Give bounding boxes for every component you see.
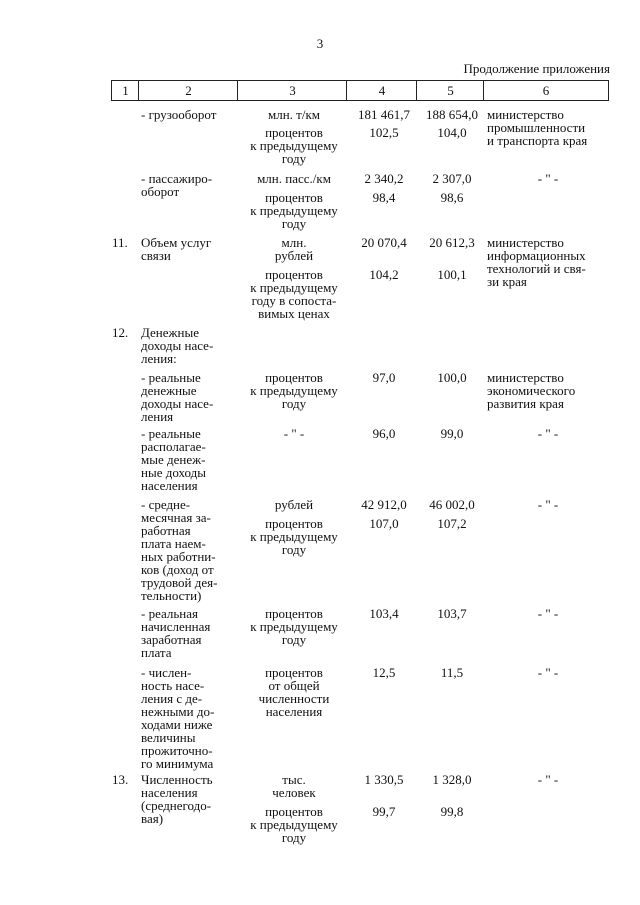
header-col-3: 3 — [237, 80, 347, 101]
row-col4-freight-1: 181 461,7 — [358, 107, 410, 122]
row-unit-population-1: тыс. человек — [272, 772, 316, 800]
row-name-income: Денежные доходы насе- ления: — [141, 325, 214, 366]
header-col-4: 4 — [346, 80, 417, 101]
row-unit-comm-2: процентов к предыдущему году в сопоста- вимых ценах — [250, 267, 338, 321]
row-col4-population-2: 99,7 — [372, 804, 396, 819]
row-resp-freight: министерство промышленности и транспорта края — [487, 107, 588, 148]
row-col4-population-1: 1 330,5 — [364, 772, 404, 787]
row-col4-poverty-1: 12,5 — [372, 665, 396, 680]
row-col4-real-wage-1: 103,4 — [369, 606, 399, 621]
row-col4-freight-2: 102,5 — [369, 125, 399, 140]
row-col5-disposable-1: 99,0 — [440, 426, 464, 441]
table-header — [111, 80, 609, 101]
row-unit-wage-1: рублей — [274, 497, 314, 512]
row-unit-freight-2: процентов к предыдущему году — [250, 125, 338, 166]
row-col4-wage-2: 107,0 — [369, 516, 399, 531]
row-num-population: 13. — [112, 772, 129, 787]
continuation-label: Продолжение приложения — [463, 61, 610, 76]
row-col4-passenger-1: 2 340,2 — [364, 171, 404, 186]
row-col5-freight-2: 104,0 — [437, 125, 467, 140]
row-name-comm: Объем услуг связи — [141, 235, 212, 263]
row-col4-wage-1: 42 912,0 — [361, 497, 407, 512]
row-num-income: 12. — [112, 325, 129, 340]
row-unit-real-wage-1: процентов к предыдущему году — [250, 606, 338, 647]
row-name-disposable: - реальные располагае- мые денеж- ные доходы населения — [141, 426, 206, 493]
row-col5-comm-1: 20 612,3 — [429, 235, 475, 250]
row-resp-population: - " - — [537, 772, 559, 787]
row-unit-disposable-1: - " - — [283, 426, 305, 441]
row-resp-poverty: - " - — [537, 665, 559, 680]
row-resp-passenger: - " - — [537, 171, 559, 186]
row-unit-passenger-1: млн. пасс./км — [257, 171, 331, 186]
row-col4-real-income-1: 97,0 — [372, 370, 396, 385]
row-unit-wage-2: процентов к предыдущему году — [250, 516, 338, 557]
page-number: 3 — [316, 36, 324, 51]
row-col5-real-wage-1: 103,7 — [437, 606, 467, 621]
header-col-5: 5 — [416, 80, 484, 101]
row-unit-poverty-1: процентов от общей численности населения — [258, 665, 330, 719]
header-col-1: 1 — [111, 80, 139, 101]
row-col5-population-1: 1 328,0 — [432, 772, 472, 787]
row-col5-wage-1: 46 002,0 — [429, 497, 475, 512]
row-unit-freight-1: млн. т/км — [267, 107, 320, 122]
row-resp-disposable: - " - — [537, 426, 559, 441]
row-unit-comm-1: млн. рублей — [274, 235, 314, 263]
row-col5-passenger-1: 2 307,0 — [432, 171, 472, 186]
row-col4-comm-2: 104,2 — [369, 267, 399, 282]
row-col5-wage-2: 107,2 — [437, 516, 467, 531]
header-col-2: 2 — [138, 80, 238, 101]
row-col4-passenger-2: 98,4 — [372, 190, 396, 205]
row-col5-comm-2: 100,1 — [437, 267, 467, 282]
row-resp-real-wage: - " - — [537, 606, 559, 621]
row-name-real-wage: - реальная начисленная заработная плата — [141, 606, 211, 660]
row-unit-passenger-2: процентов к предыдущему году — [250, 190, 338, 231]
row-col5-population-2: 99,8 — [440, 804, 464, 819]
row-name-passenger: - пассажиро- оборот — [141, 171, 213, 199]
row-name-real-income: - реальные денежные доходы насе- ления — [141, 370, 214, 424]
row-col5-freight-1: 188 654,0 — [426, 107, 478, 122]
row-unit-real-income-1: процентов к предыдущему году — [250, 370, 338, 411]
header-col-6: 6 — [483, 80, 609, 101]
row-name-wage: - средне- месячная за- работная плата наем- ных работни- ков (доход от трудовой дея- тельности) — [141, 497, 218, 603]
row-name-poverty: - числен- ность насе- ления с де- нежными до- ходами ниже величины прожиточно- го минимума — [141, 665, 215, 771]
row-name-freight: - грузооборот — [141, 107, 217, 122]
row-col5-passenger-2: 98,6 — [440, 190, 464, 205]
row-name-population: Численность населения (среднегодо- вая) — [141, 772, 213, 826]
row-unit-population-2: процентов к предыдущему году — [250, 804, 338, 845]
row-resp-wage: - " - — [537, 497, 559, 512]
row-num-comm: 11. — [112, 235, 128, 250]
row-resp-comm: министерство информационных технологий и свя- зи края — [487, 235, 586, 289]
row-col5-poverty-1: 11,5 — [440, 665, 464, 680]
row-resp-real-income: министерство экономического развития края — [487, 370, 576, 411]
row-col5-real-income-1: 100,0 — [437, 370, 467, 385]
row-col4-disposable-1: 96,0 — [372, 426, 396, 441]
row-col4-comm-1: 20 070,4 — [361, 235, 407, 250]
